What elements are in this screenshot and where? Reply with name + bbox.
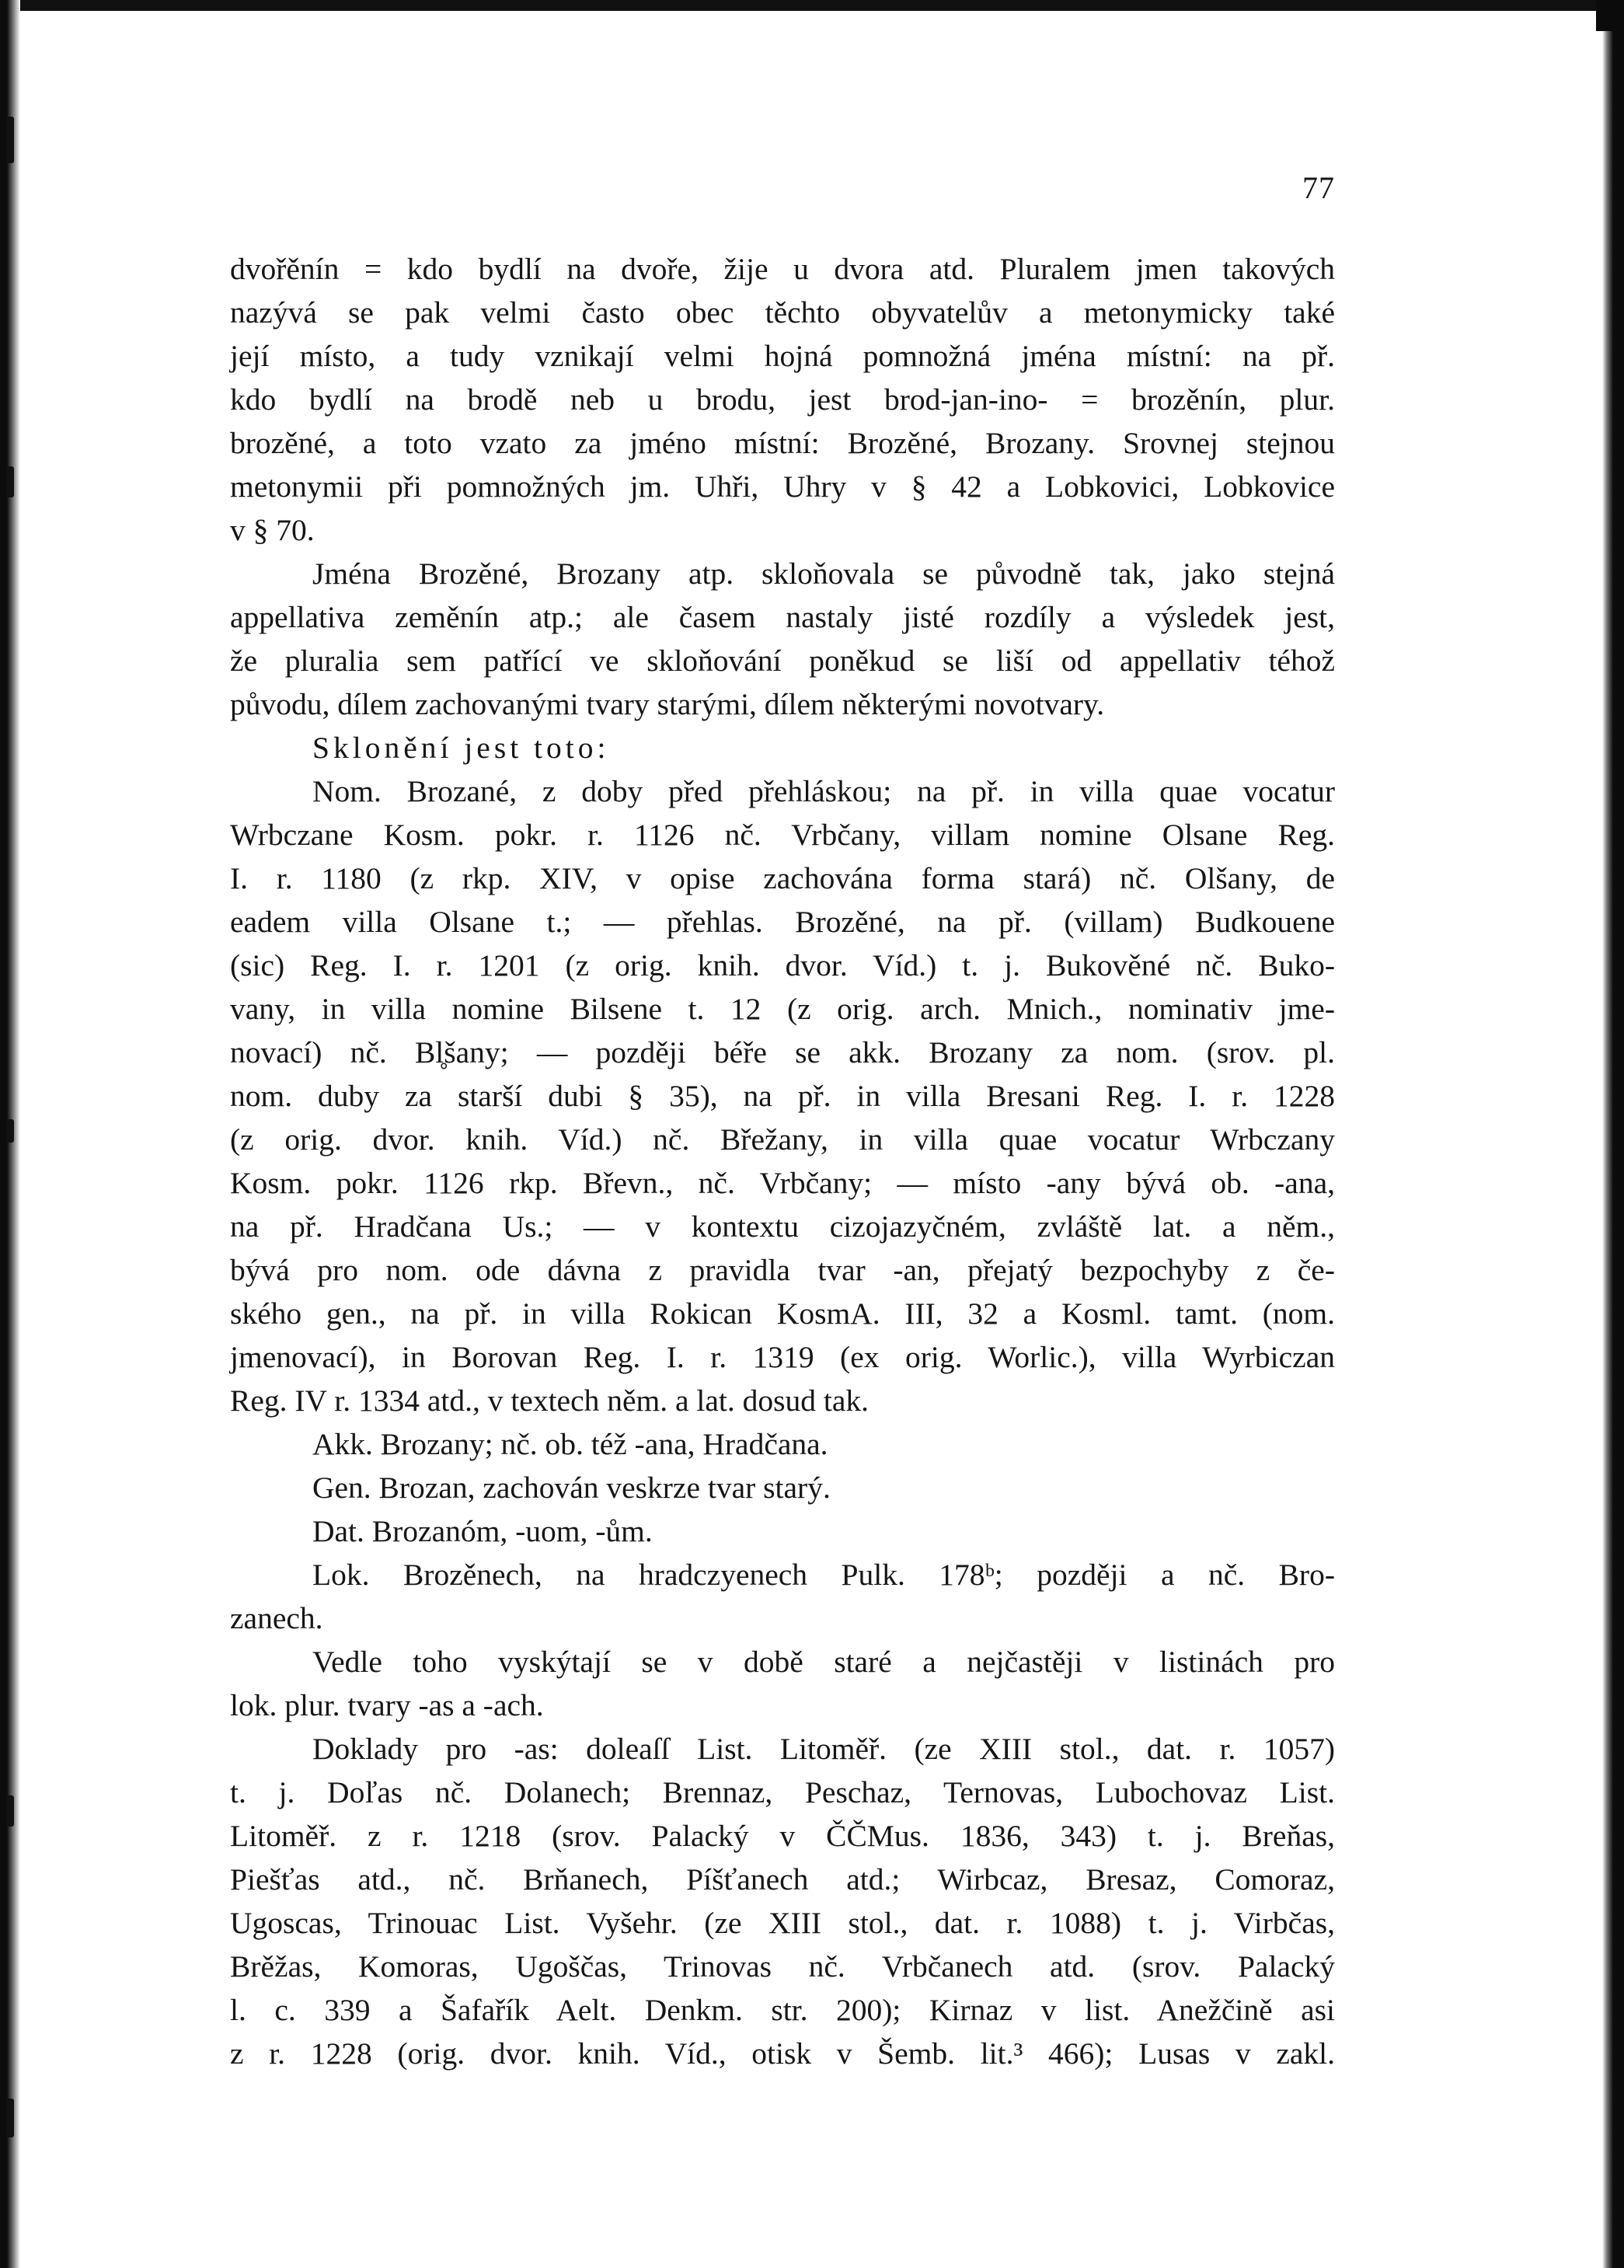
text-line: I. r. 1180 (z rkp. XIV, v opise zachována forma stará) nč. Olšany, de bbox=[230, 861, 1335, 895]
text-line: dvořěnín = kdo bydlí na dvoře, žije u dvora atd. Pluralem jmen takových bbox=[230, 252, 1335, 286]
section-heading: Sklonění jest toto: bbox=[312, 731, 610, 765]
text-line: eadem villa Olsane t.; — přehlas. Brozěné, na př. (villam) Budkouene bbox=[230, 905, 1335, 939]
text-line: brozěné, a toto vzato za jméno místní: Brozěné, Brozany. Srovnej stejnou bbox=[230, 426, 1335, 460]
text-line: t. j. Doľas nč. Dolanech; Brennaz, Peschaz, Ternovas, Lubochovaz List. bbox=[230, 1775, 1335, 1809]
text-line: Akk. Brozany; nč. ob. též -ana, Hradčana. bbox=[312, 1427, 828, 1461]
text-line: Brěžas, Komoras, Ugoščas, Trinovas nč. Vrbčanech atd. (srov. Palacký bbox=[230, 1949, 1335, 1984]
text-line: Litoměř. z r. 1218 (srov. Palacký v ČČMus. 1836, 343) t. j. Breňas, bbox=[230, 1819, 1335, 1853]
page-number: 77 bbox=[1302, 170, 1335, 205]
text-line: nazývá se pak velmi často obec těchto obyvatelův a metonymicky také bbox=[230, 295, 1335, 330]
text-line: Vedle toho vyskýtají se v době staré a nejčastěji v listinách pro bbox=[312, 1645, 1335, 1679]
scan-left-mark bbox=[6, 2099, 14, 2137]
text-line: Kosm. pokr. 1126 rkp. Břevn., nč. Vrbčany; — místo -any bývá ob. -ana, bbox=[230, 1166, 1335, 1200]
scan-left-mark bbox=[6, 1795, 14, 1827]
text-line: původu, dílem zachovanými tvary starými, dílem některými novotvary. bbox=[230, 687, 1105, 721]
text-line: že pluralia sem patřící ve skloňování poněkud se liší od appellativ téhož bbox=[230, 644, 1335, 678]
text-line: jmenovací), in Borovan Reg. I. r. 1319 (ex orig. Worlic.), villa Wyrbiczan bbox=[230, 1340, 1335, 1374]
text-line: ského gen., na př. in villa Rokican KosmA. III, 32 a Kosml. tamt. (nom. bbox=[230, 1296, 1335, 1331]
text-line: Reg. IV r. 1334 atd., v textech něm. a lat. dosud tak. bbox=[230, 1383, 870, 1418]
text-line: Nom. Brozané, z doby před přehláskou; na př. in villa quae vocatur bbox=[312, 774, 1335, 808]
text-line: Piešťas atd., nč. Brňanech, Píšťanech atd.; Wirbcaz, Bresaz, Comoraz, bbox=[230, 1862, 1335, 1896]
text-line: v § 70. bbox=[230, 513, 315, 547]
body-text bbox=[230, 247, 1335, 2075]
text-line: Ugoscas, Trinouac List. Vyšehr. (ze XIII stol., dat. r. 1088) t. j. Virbčas, bbox=[230, 1906, 1335, 1940]
text-line: metonymii při pomnožných jm. Uhři, Uhry v § 42 a Lobkovici, Lobkovice bbox=[230, 469, 1335, 504]
text-line: Wrbczane Kosm. pokr. r. 1126 nč. Vrbčany, villam nomine Olsane Reg. bbox=[230, 818, 1335, 852]
text-line: appellativa zeměnín atp.; ale časem nastaly jisté rozdíly a výsledek jest, bbox=[230, 600, 1335, 634]
text-line: bývá pro nom. ode dávna z pravidla tvar -an, přejatý bezpochyby z če- bbox=[230, 1253, 1335, 1287]
text-line: vany, in villa nomine Bilsene t. 12 (z orig. arch. Mnich., nominativ jme- bbox=[230, 992, 1335, 1026]
scan-left-mark bbox=[6, 117, 14, 163]
text-line: její místo, a tudy vznikají velmi hojná pomnožná jména místní: na př. bbox=[230, 339, 1335, 373]
text-line: Lok. Brozěnech, na hradczyenech Pulk. 178ᵇ; později a nč. Bro- bbox=[312, 1558, 1335, 1592]
text-line: l. c. 339 a Šafařík Aelt. Denkm. str. 200); Kirnaz v list. Anežčině asi bbox=[230, 1993, 1335, 2027]
text-line: nom. duby za starší dubi § 35), na př. in villa Bresani Reg. I. r. 1228 bbox=[230, 1079, 1335, 1113]
text-line: Doklady pro -as: doleaſſ List. Litoměř. (ze XIII stol., dat. r. 1057) bbox=[312, 1732, 1335, 1766]
text-line: Jména Brozěné, Brozany atp. skloňovala se původně tak, jako stejná bbox=[312, 557, 1335, 591]
text-line: lok. plur. tvary -as a -ach. bbox=[230, 1688, 544, 1722]
text-line: (sic) Reg. I. r. 1201 (z orig. knih. dvor. Víd.) t. j. Bukověné nč. Buko- bbox=[230, 948, 1335, 982]
scan-left-mark bbox=[6, 1119, 14, 1143]
text-line: na př. Hradčana Us.; — v kontextu cizojazyčném, zvláště lat. a něm., bbox=[230, 1209, 1335, 1244]
text-line: zanech. bbox=[230, 1601, 323, 1635]
text-line: novací) nč. Bl̥šany; — později béře se akk. Brozany za nom. (srov. pl. bbox=[230, 1035, 1335, 1069]
scan-top-edge bbox=[0, 0, 1624, 11]
text-line: kdo bydlí na brodě neb u brodu, jest brod-jan-ino- = brozěnín, plur. bbox=[230, 382, 1335, 417]
scan-left-mark bbox=[6, 466, 14, 497]
text-line: Gen. Brozan, zachován veskrze tvar starý. bbox=[312, 1471, 831, 1505]
scan-right-tab bbox=[1596, 0, 1624, 31]
text-line: Dat. Brozanóm, -uom, -ům. bbox=[312, 1514, 653, 1548]
scan-right-edge bbox=[1602, 0, 1624, 2268]
text-line: (z orig. dvor. knih. Víd.) nč. Břežany, in villa quae vocatur Wrbczany bbox=[230, 1122, 1335, 1157]
text-line: z r. 1228 (orig. dvor. knih. Víd., otisk v Šemb. lit.³ 466); Lusas v zakl. bbox=[230, 2036, 1335, 2071]
